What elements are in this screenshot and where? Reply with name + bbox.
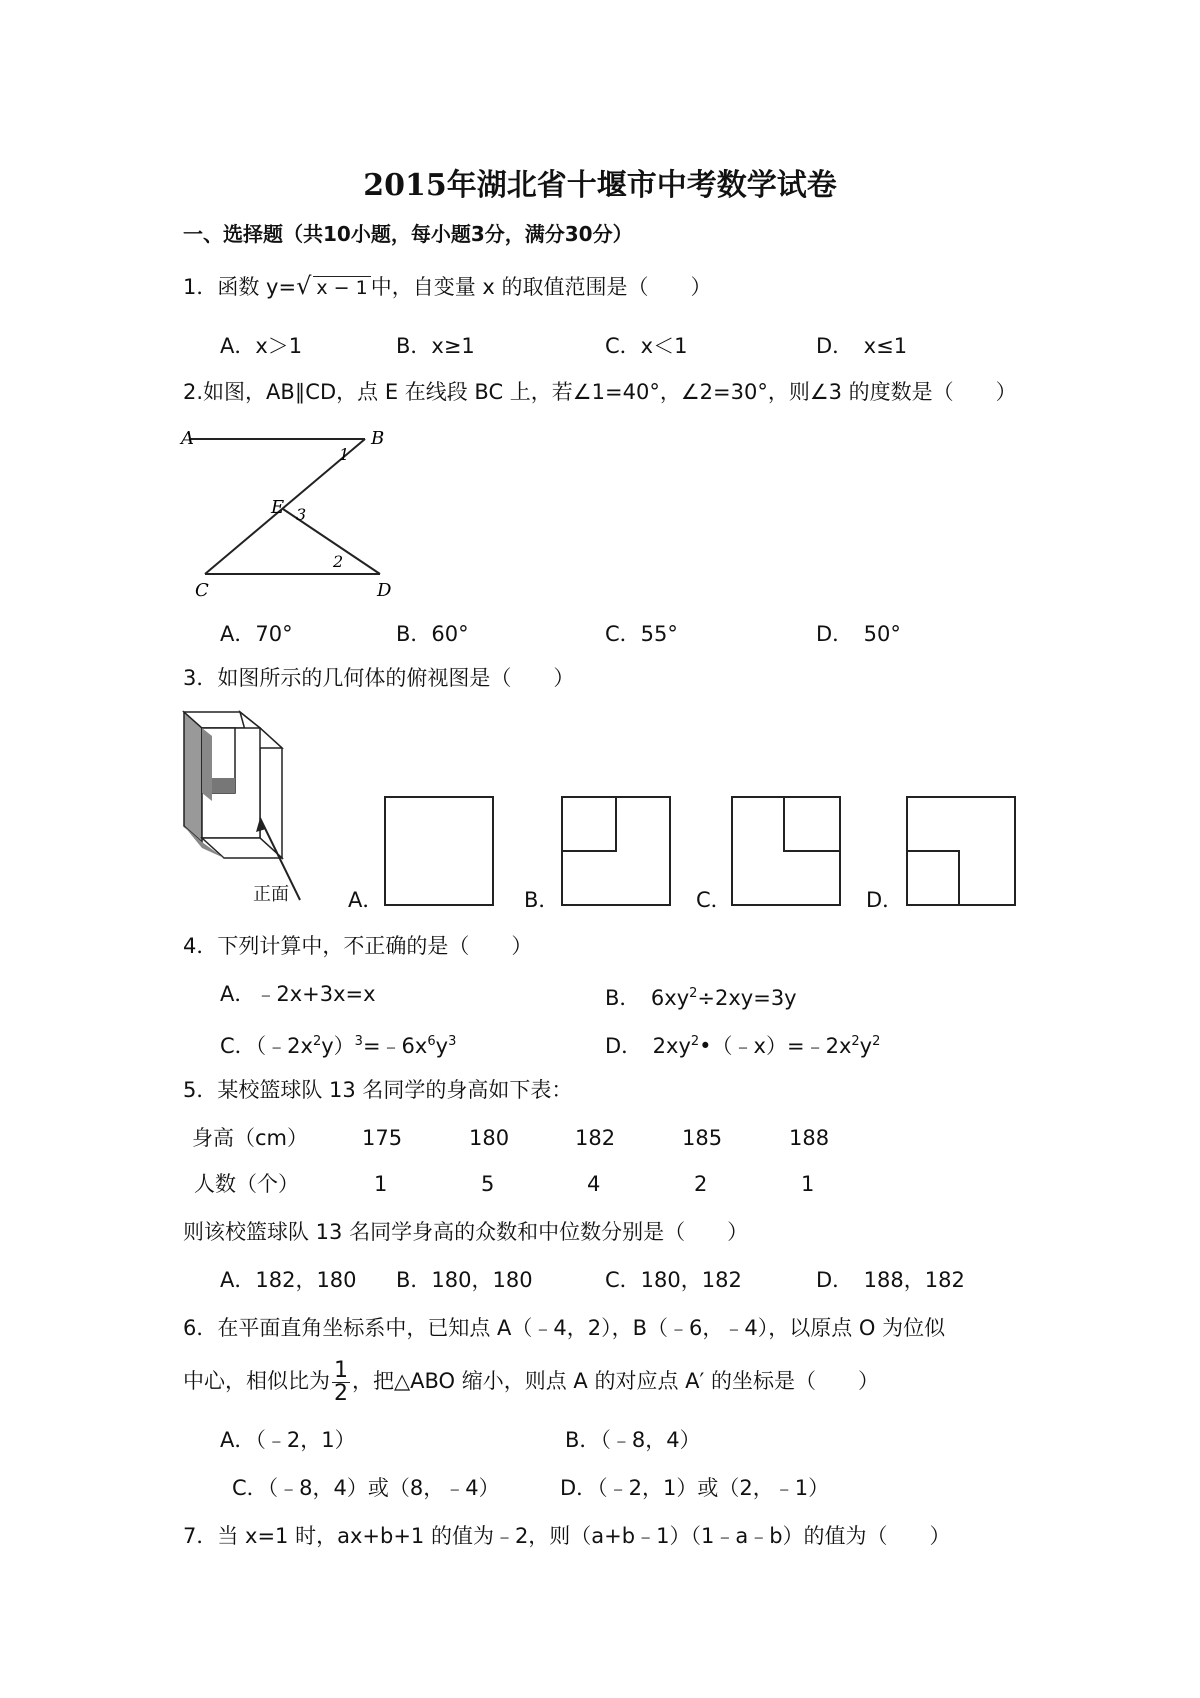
q1-option-c: C．x＜1 <box>605 334 688 358</box>
angle-2-label: 2 <box>333 552 344 571</box>
label-d: D <box>377 580 392 600</box>
q2-option-b: B．60° <box>396 622 469 646</box>
q3-option-a-figure <box>384 796 494 906</box>
q5-option-a: A．182，180 <box>220 1268 357 1292</box>
q2-option-c: C．55° <box>605 622 678 646</box>
table-cell: 1 <box>801 1172 815 1196</box>
q6-option-d: D．（﹣2，1）或（2，﹣1） <box>560 1476 830 1500</box>
table-cell: 182 <box>575 1126 616 1150</box>
table-cell: 185 <box>682 1126 723 1150</box>
table-cell: 2 <box>694 1172 708 1196</box>
q4-option-d: D． $2xy^2•(﹣x)=﹣2x^2y^2$ <box>605 1034 881 1058</box>
front-label: 正面 <box>253 884 289 905</box>
q1-option-b: B．x≥1 <box>396 334 475 358</box>
q3-option-c: C． <box>696 888 732 912</box>
q5-option-c: C．180，182 <box>605 1268 742 1292</box>
angle-1-label: 1 <box>339 445 350 464</box>
question-4: 4．下列计算中，不正确的是（ ） <box>183 934 533 958</box>
q5-option-b: B．180，180 <box>396 1268 533 1292</box>
question-1-prefix: 1．函数 y= <box>183 275 297 299</box>
q3-solid-figure <box>180 708 330 908</box>
section-heading: 一、选择题（共10小题，每小题3分，满分30分） <box>183 222 633 246</box>
q6-option-c: C．（﹣8，4）或（8，﹣4） <box>232 1476 500 1500</box>
question-5: 5．某校篮球队 13 名同学的身高如下表： <box>183 1078 573 1102</box>
page-title: 2015年湖北省十堰市中考数学试卷 <box>363 168 837 203</box>
question-6-line2: 中心，相似比为 $\frac{1}{2}$ ，把△ABO 缩小，则点 A 的对应点 A′ 的坐标是（ ） <box>183 1357 879 1406</box>
q3-option-b-figure <box>561 796 671 906</box>
question-2: 2.如图，AB∥CD，点 E 在线段 BC 上，若∠1=40°，∠2=30°，则∠3 的度数是（ ） <box>183 380 1017 404</box>
question-1 <box>183 272 711 301</box>
ratio-fraction: $\frac{1}{2}$ <box>334 1357 348 1406</box>
q3-option-d: D． <box>866 888 904 912</box>
table-cell: 175 <box>362 1126 403 1150</box>
angle-3-label: 3 <box>296 505 307 524</box>
q3-option-d-figure <box>906 796 1016 906</box>
sqrt-sign: √ <box>296 272 312 300</box>
label-b: B <box>371 428 385 449</box>
table-cell: 5 <box>481 1172 495 1196</box>
label-e: E <box>271 497 285 518</box>
table-cell: 1 <box>374 1172 388 1196</box>
q3-option-c-figure <box>731 796 841 906</box>
question-3: 3．如图所示的几何体的俯视图是（ ） <box>183 666 575 690</box>
table-header-height: 身高（cm） <box>192 1126 309 1150</box>
q2-option-a: A．70° <box>220 622 293 646</box>
table-cell: 180 <box>469 1126 510 1150</box>
question-1-suffix: 中，自变量 x 的取值范围是（ ） <box>370 275 712 299</box>
q2-option-d: D． 50° <box>816 622 901 646</box>
q1-option-d: D． x≤1 <box>816 334 908 358</box>
label-a: A <box>181 428 194 449</box>
table-cell: 4 <box>587 1172 601 1196</box>
q6-option-a: A．（﹣2，1） <box>220 1428 356 1452</box>
q4-option-a: A．﹣2x+3x=x <box>220 982 376 1006</box>
q2-figure <box>175 420 415 600</box>
q4-option-c: C．$(﹣2x^2y)^3=﹣6x^6y^3$ <box>220 1034 457 1058</box>
question-5-ask: 则该校篮球队 13 名同学身高的众数和中位数分别是（ ） <box>183 1220 749 1244</box>
question-1-radicand: x − 1 <box>313 276 370 299</box>
q1-option-a: A．x＞1 <box>220 334 303 358</box>
q3-option-b: B． <box>524 888 560 912</box>
table-cell: 188 <box>789 1126 830 1150</box>
label-c: C <box>195 580 209 600</box>
question-7: 7．当 x=1 时，ax+b+1 的值为﹣2，则（a+b﹣1）（1﹣a﹣b）的值为（ ） <box>183 1524 951 1548</box>
table-header-count: 人数（个） <box>194 1172 299 1196</box>
q6-option-b: B．（﹣8，4） <box>565 1428 701 1452</box>
q3-option-a: A． <box>348 888 384 912</box>
question-6-line1: 6．在平面直角坐标系中，已知点 A（﹣4，2），B（﹣6，﹣4），以原点 O 为位似 <box>183 1316 946 1340</box>
q5-option-d: D． 188，182 <box>816 1268 965 1292</box>
q4-option-b: B． $6xy^2\div 2xy=3y$ <box>605 986 797 1010</box>
